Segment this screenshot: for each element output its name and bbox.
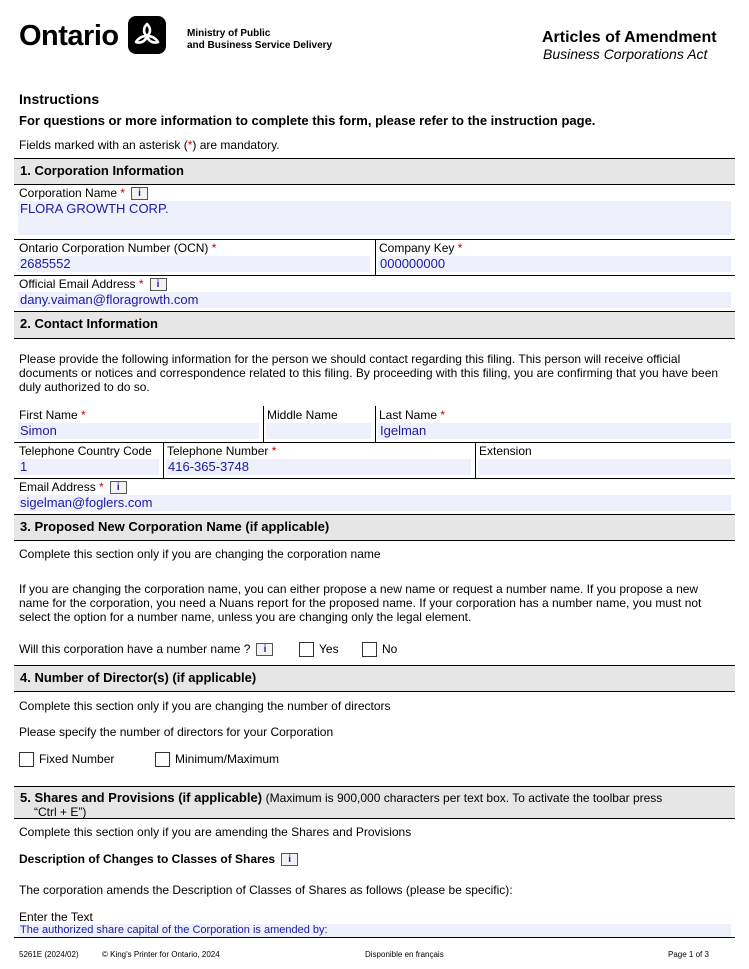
phone-field[interactable]: 416-365-3748 (166, 459, 471, 475)
section-2-title: 2. Contact Information (20, 316, 158, 331)
contact-intro: Please provide the following information for the person we should contact regarding this filing. This person will receive official documents or notices and correspondence related to this filing. By proceeding with this filing, you are confirming that you have been duly authorized to do so. (19, 352, 719, 394)
phone-label (167, 444, 276, 458)
corp-name-field[interactable]: FLORA GROWTH CORP. (18, 201, 731, 235)
section-1-title: 1. Corporation Information (20, 163, 184, 178)
row-divider (14, 275, 735, 276)
number-name-question (19, 642, 273, 656)
country-code-label: Telephone Country Code (19, 444, 152, 458)
first-name-label-text: First Name (19, 408, 78, 422)
yes-checkbox[interactable] (299, 642, 314, 657)
changes-subheading-text: Description of Changes to Classes of Shares (19, 852, 276, 866)
number-name-question-text: Will this corporation have a number name ? (19, 642, 251, 656)
column-divider (475, 442, 476, 478)
required-asterisk: * (138, 277, 144, 291)
required-asterisk: * (457, 241, 463, 255)
section-2-header (14, 311, 735, 339)
form-subtitle: Business Corporations Act (543, 46, 708, 62)
asterisk-mark: * (187, 138, 193, 152)
first-name-label (19, 408, 86, 422)
instructions-heading: Instructions (19, 91, 100, 107)
fixed-number-label: Fixed Number (39, 752, 115, 766)
ministry-name (187, 28, 332, 52)
ocn-label-text: Ontario Corporation Number (OCN) (19, 241, 209, 255)
section-3-paragraph: If you are changing the corporation name, you can either propose a new name or request a number name. If you propose a new name for the corporation, you need a Nuans report for the proposed name. If your corporation has a number name, you must not select the option for a number name, unless you are changing only the legal element. (19, 582, 702, 624)
info-icon[interactable]: i (256, 643, 273, 656)
company-key-label (379, 241, 462, 255)
section-3-header (14, 514, 735, 541)
section-4-title: 4. Number of Director(s) (if applicable) (20, 670, 257, 685)
section-5-header (14, 786, 735, 819)
section-4-note: Complete this section only if you are changing the number of directors (19, 699, 391, 713)
column-divider (375, 239, 376, 275)
official-email-label (19, 277, 167, 291)
last-name-label (379, 408, 445, 422)
row-divider (14, 478, 735, 479)
required-asterisk: * (99, 480, 104, 494)
required-asterisk: * (271, 444, 277, 458)
corp-name-label-text: Corporation Name (19, 186, 118, 200)
required-asterisk: * (81, 408, 86, 422)
mandatory-note-post: ) are mandatory. (192, 138, 280, 152)
instructions-subheading: For questions or more information to complete this form, please refer to the instruction page. (19, 113, 596, 128)
official-email-label-text: Official Email Address (19, 277, 136, 291)
company-key-label-text: Company Key (379, 241, 455, 255)
amends-text: The corporation amends the Description of Classes of Shares as follows (please be specific): (19, 883, 513, 897)
section-5-title: 5. Shares and Provisions (if applicable) (20, 790, 263, 805)
phone-label-text: Telephone Number (167, 444, 269, 458)
ontario-wordmark: Ontario (19, 20, 119, 52)
copyright: © King's Printer for Ontario, 2024 (102, 950, 220, 959)
column-divider (263, 406, 264, 442)
extension-label: Extension (479, 444, 532, 458)
section-1-header (14, 158, 735, 185)
mandatory-note (19, 138, 280, 152)
last-name-field[interactable]: Igelman (378, 423, 731, 439)
company-key-field[interactable]: 000000000 (378, 256, 731, 272)
contact-email-label-text: Email Address (19, 480, 96, 494)
trillium-logo-icon (128, 16, 166, 54)
ministry-line-1: Ministry of Public (187, 28, 271, 39)
enter-text-label: Enter the Text (19, 910, 93, 924)
ocn-label (19, 241, 216, 255)
no-checkbox[interactable] (362, 642, 377, 657)
info-icon[interactable]: i (150, 278, 167, 291)
minimum-maximum-label: Minimum/Maximum (175, 752, 280, 766)
form-code: 5261E (2024/02) (19, 950, 79, 959)
footer-divider (14, 937, 735, 938)
contact-email-field[interactable]: sigelman@foglers.com (18, 495, 731, 511)
french-version-note: Disponible en français (365, 950, 444, 959)
form-title: Articles of Amendment (542, 29, 717, 46)
info-icon[interactable]: i (281, 853, 298, 866)
section-4-specify: Please specify the number of directors for your Corporation (19, 725, 334, 739)
ocn-field[interactable]: 2685552 (18, 256, 370, 272)
corp-name-label (19, 186, 148, 200)
section-4-header (14, 665, 735, 692)
info-icon[interactable]: i (110, 481, 127, 494)
required-asterisk: * (120, 186, 126, 200)
first-name-field[interactable]: Simon (18, 423, 259, 439)
row-divider (14, 442, 735, 443)
required-asterisk: * (211, 241, 217, 255)
contact-email-label (19, 480, 127, 494)
section-5-note-line-1: (Maximum is 900,000 characters per text box. To activate the toolbar press (265, 791, 663, 805)
mandatory-note-pre: Fields marked with an asterisk ( (19, 138, 188, 152)
section-3-title: 3. Proposed New Corporation Name (if applicable) (20, 519, 330, 534)
extension-field[interactable] (478, 459, 731, 475)
yes-label: Yes (319, 642, 339, 656)
minimum-maximum-checkbox[interactable] (155, 752, 170, 767)
page-number: Page 1 of 3 (668, 950, 709, 959)
last-name-label-text: Last Name (379, 408, 438, 422)
info-icon[interactable]: i (131, 187, 148, 200)
official-email-field[interactable]: dany.vaiman@floragrowth.com (18, 292, 731, 308)
section-3-note: Complete this section only if you are changing the corporation name (19, 547, 381, 561)
fixed-number-checkbox[interactable] (19, 752, 34, 767)
middle-name-field[interactable] (266, 423, 371, 439)
share-text-field[interactable]: The authorized share capital of the Corporation is amended by: (18, 924, 731, 937)
required-asterisk: * (440, 408, 446, 422)
no-label: No (382, 642, 398, 656)
section-5-note-line-2: “Ctrl + E”) (34, 805, 87, 819)
ministry-line-2: and Business Service Delivery (187, 40, 333, 51)
country-code-field[interactable]: 1 (18, 459, 159, 475)
section-5-note: Complete this section only if you are amending the Shares and Provisions (19, 825, 412, 839)
column-divider (163, 442, 164, 478)
changes-subheading (19, 852, 298, 866)
middle-name-label: Middle Name (267, 408, 338, 422)
column-divider (375, 406, 376, 442)
